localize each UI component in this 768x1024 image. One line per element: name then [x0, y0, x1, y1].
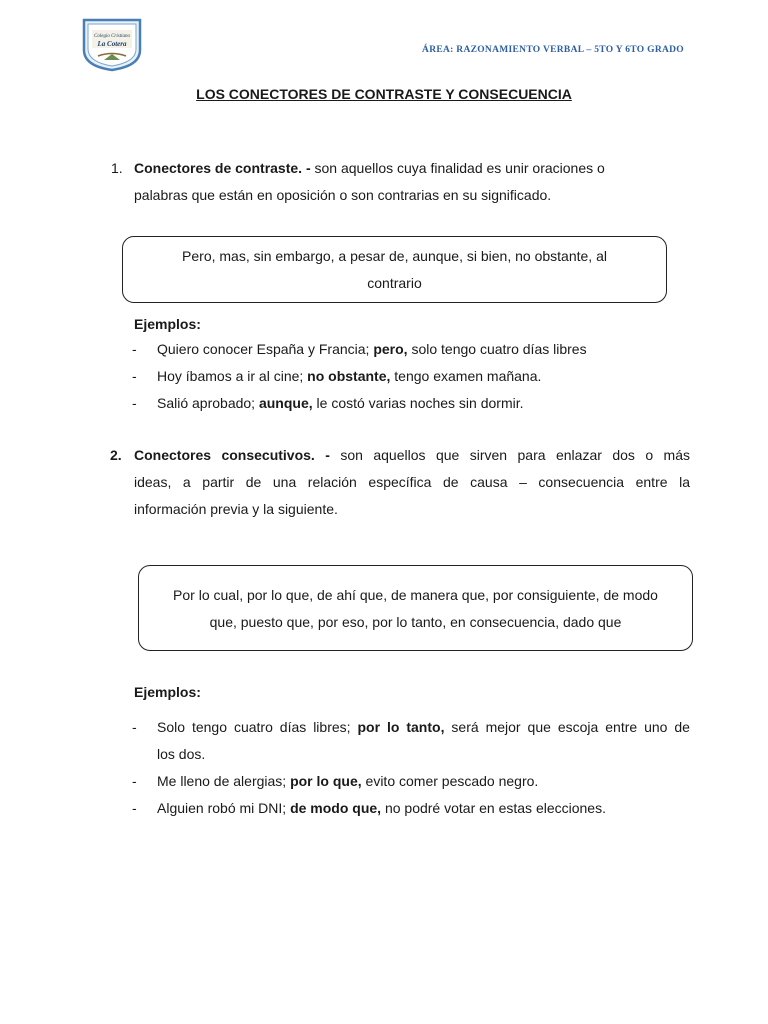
- list-dash: -: [132, 341, 137, 357]
- section1-text-line2: palabras que están en oposición o son contrarias en su significado.: [134, 187, 552, 203]
- list-item: - Me lleno de alergias; por lo que, evito comer pescado negro.: [157, 768, 538, 795]
- contrast-box-line2: contrario: [367, 275, 422, 291]
- page-title: LOS CONECTORES DE CONTRASTE Y CONSECUENCIA: [196, 86, 572, 102]
- section2-heading: Conectores consecutivos. -: [134, 447, 330, 463]
- school-logo: [78, 16, 146, 72]
- list-item: - Quiero conocer España y Francia; pero, solo tengo cuatro días libres: [157, 336, 587, 363]
- section2-text-line2: ideas, a partir de una relación específica de causa – consecuencia entre la: [134, 474, 690, 490]
- list-dash: -: [132, 719, 137, 735]
- section1-text-line1: son aquellos cuya finalidad es unir oraciones o: [310, 160, 605, 176]
- logo-text-line2: La Cotera: [97, 40, 127, 48]
- section1-number: 1.: [111, 160, 123, 176]
- section2-examples-label: Ejemplos:: [134, 684, 201, 700]
- list-item: - Alguien robó mi DNI; de modo que, no podré votar en estas elecciones.: [157, 795, 606, 822]
- section2-text-line1: son aquellos que sirven para enlazar dos o más: [329, 447, 690, 463]
- list-dash: -: [132, 368, 137, 384]
- section1-paragraph: [134, 155, 694, 209]
- section1-heading: Conectores de contraste. -: [134, 160, 311, 176]
- list-item: - Solo tengo cuatro días libres; por lo tanto, será mejor que escoja entre uno de los dos.: [157, 714, 690, 768]
- logo-text-line1: Colegio Cristiano: [94, 34, 130, 39]
- list-dash: -: [132, 395, 137, 411]
- contrast-box-line1: Pero, mas, sin embargo, a pesar de, aunque, si bien, no obstante, al: [182, 248, 607, 264]
- list-item: - Hoy íbamos a ir al cine; no obstante, tengo examen mañana.: [157, 363, 541, 390]
- section2-paragraph: [134, 442, 690, 523]
- list-item: - Salió aprobado; aunque, le costó varias noches sin dormir.: [157, 390, 524, 417]
- section1-examples-label: Ejemplos:: [134, 316, 201, 332]
- section2-text-line3: información previa y la siguiente.: [134, 501, 338, 517]
- consequence-box-line2: que, puesto que, por eso, por lo tanto, en consecuencia, dado que: [209, 614, 622, 630]
- list-dash: -: [132, 773, 137, 789]
- consequence-box-line1: Por lo cual, por lo que, de ahí que, de manera que, por consiguiente, de modo: [173, 587, 658, 603]
- consequence-connectors-box: [138, 565, 693, 651]
- area-header: ÁREA: RAZONAMIENTO VERBAL – 5TO Y 6TO GRADO: [422, 45, 684, 55]
- list-dash: -: [132, 800, 137, 816]
- section2-number: 2.: [110, 447, 122, 463]
- contrast-connectors-box: [122, 236, 667, 303]
